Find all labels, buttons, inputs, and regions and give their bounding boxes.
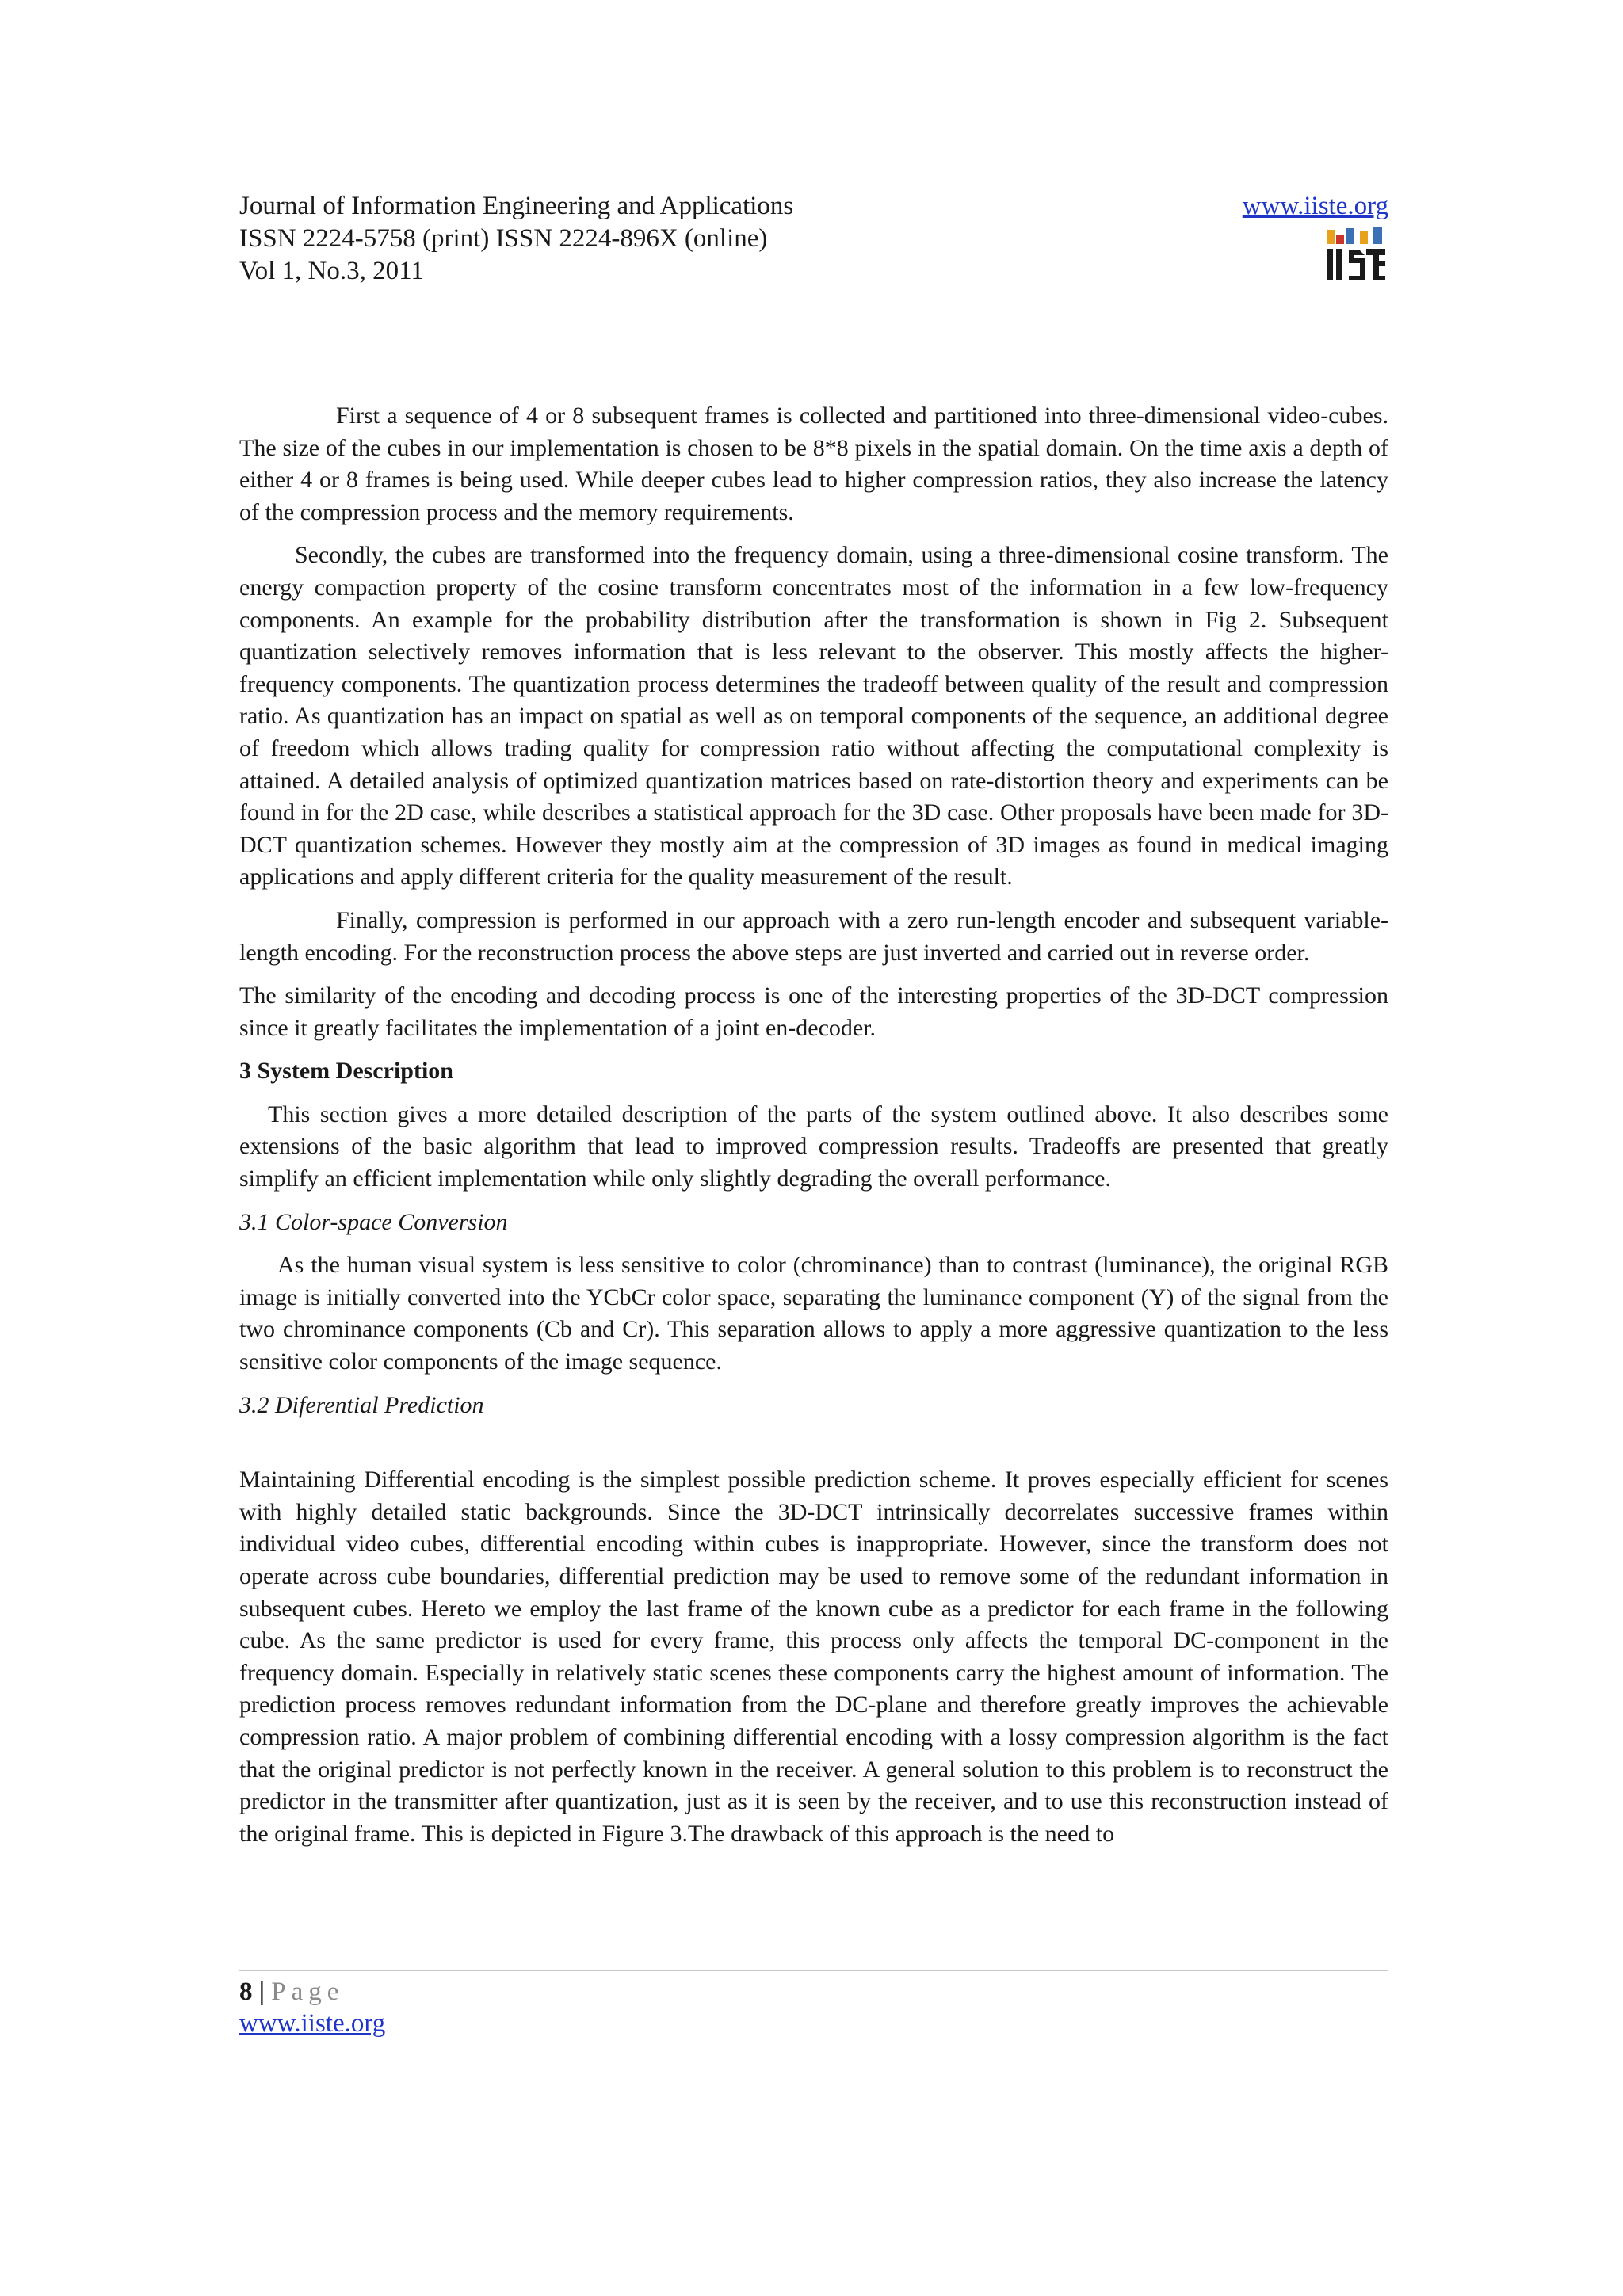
paragraph-transform: Secondly, the cubes are transformed into the frequency domain, using a three-dimensional cosine transform. The energy compaction property of the cosine transform concentrates most of the information in a few low-frequency components. An example for the probability distribution after the transformation is shown in Fig 2. Subsequent quantization selectively removes information that is less relevant to the observer. This mostly affects the higher-frequency components. The quantization process determines the tradeoff between quality of the result and compression ratio. As quantization has an impact on spatial as well as on temporal components of the sequence, an additional degree of freedom which allows trading quality for compression ratio without affecting the computational complexity is attained. A detailed analysis of optimized quantization matrices based on rate-distortion theory and experiments can be found in for the 2D case, while describes a statistical approach for the 3D case. Other proposals have been made for 3D-DCT quantization schemes. However they mostly aim at the compression of 3D images as found in medical imaging applications and apply different criteria for the quality measurement of the result. bbox=[239, 542, 1388, 891]
page-header bbox=[239, 190, 1388, 293]
iiste-logo bbox=[1325, 227, 1388, 284]
footer-divider bbox=[239, 1970, 1388, 1971]
section-heading-system-description: 3 System Description bbox=[239, 1058, 453, 1085]
page-number: 8 bbox=[239, 1978, 253, 2006]
section-heading-color-space: 3.1 Color-space Conversion bbox=[239, 1208, 508, 1235]
page-label: Page bbox=[271, 1978, 345, 2006]
paragraph-differential-prediction: Maintaining Differential encoding is the simplest possible prediction scheme. It proves especially efficient for scenes with highly detailed static backgrounds. Since the 3D-DCT intrinsically decorrelates successive frames within individual video cubes, differential encoding within cubes is inappropriate. However, since the transform does not operate across cube boundaries, differential prediction may be used to remove some of the redundant information in subsequent cubes. Hereto we employ the last frame of the known cube as a predictor for each frame in the following cube. As the same predictor is used for every frame, this process only affects the temporal DC-component in the frequency domain. Especially in relatively static scenes these components carry the highest amount of information. The prediction process removes redundant information from the DC-plane and therefore greatly improves the achievable compression ratio. A major problem of combining differential encoding with a lossy compression algorithm is the fact that the original predictor is not perfectly known in the receiver. A general solution to this problem is to reconstruct the predictor in the transmitter after quantization, just as it is seen by the receiver, and to use this reconstruction instead of the original frame. This is depicted in Figure 3.The drawback of this approach is the need to bbox=[239, 1466, 1388, 1847]
article-body bbox=[239, 400, 1388, 1861]
journal-title: Journal of Information Engineering and Applications bbox=[239, 192, 794, 220]
page-separator: | bbox=[258, 1978, 265, 2006]
paragraph-color-space: As the human visual system is less sensitive to color (chrominance) than to contrast (luminance), the original RGB image is initially converted into the YCbCr color space, separating the luminance component (Y) of the signal from the two chrominance components (Cb and Cr). This separation allows to apply a more aggressive quantization to the less sensitive color components of the image sequence. bbox=[239, 1252, 1388, 1375]
paragraph-system-description: This section gives a more detailed description of the parts of the system outlined above. It also describes some extensions of the basic algorithm that lead to improved compression results. Tradeoffs are presented that greatly simplify an efficient implementation while only slightly degrading the overall performance. bbox=[239, 1100, 1388, 1192]
section-heading-differential-prediction: 3.2 Diferential Prediction bbox=[239, 1391, 484, 1418]
paragraph-similarity: The similarity of the encoding and decoding process is one of the interesting properties of the 3D-DCT compression since it greatly facilitates the implementation of a joint en-decoder. bbox=[239, 982, 1388, 1041]
footer-url-link[interactable]: www.iiste.org bbox=[239, 2009, 386, 2038]
paragraph-compression: Finally, compression is performed in our approach with a zero run-length encoder and subsequent variable-length encoding. For the reconstruction process the above steps are just inverted and carried out in reverse order. bbox=[239, 906, 1388, 966]
page-number-line bbox=[239, 1976, 1388, 2008]
page-footer bbox=[239, 1970, 1388, 2039]
volume-line: Vol 1, No.3, 2011 bbox=[239, 257, 424, 285]
header-url-link[interactable]: www.iiste.org bbox=[1242, 192, 1388, 220]
issn-line: ISSN 2224-5758 (print) ISSN 2224-896X (online) bbox=[239, 224, 768, 253]
paragraph-frames: First a sequence of 4 or 8 subsequent frames is collected and partitioned into three-dimensional video-cubes. The size of the cubes in our implementation is chosen to be 8*8 pixels in the spatial domain. On the time axis a depth of either 4 or 8 frames is being used. While deeper cubes lead to higher compression ratios, they also increase the latency of the compression process and the memory requirements. bbox=[239, 402, 1388, 525]
